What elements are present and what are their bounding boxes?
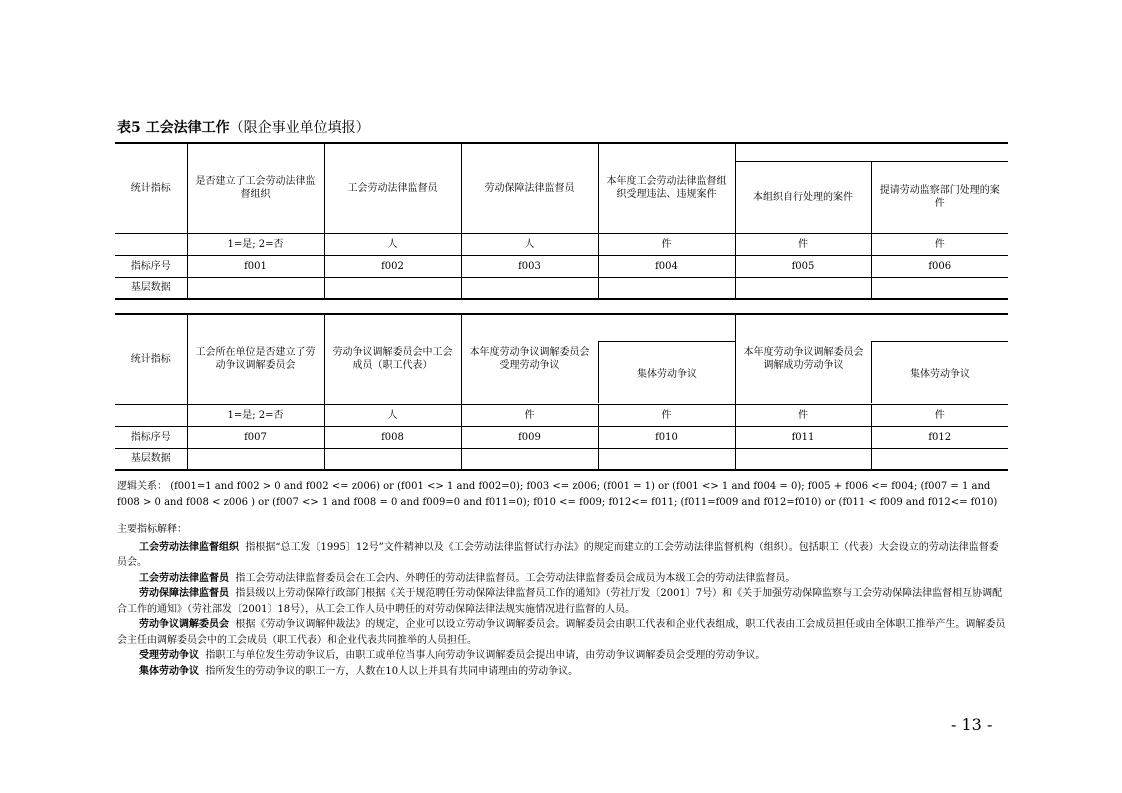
data-input-cell[interactable] <box>735 277 871 299</box>
code-row-label: 指标序号 <box>115 255 187 277</box>
note-item <box>117 571 1007 587</box>
data-row-label: 基层数据 <box>115 448 187 470</box>
header-f011-text: 本年度劳动争议调解委员会调解成功劳动争议 <box>743 347 864 372</box>
data-input-cell[interactable] <box>735 448 871 470</box>
code-cell: f001 <box>187 255 324 277</box>
note-text: 指根据“总工发〔1995〕12号”文件精神以及《工会劳动法律监督试行办法》的规定而建立的工会劳动法律监督机构（组织）。包括职工（代表）大会设立的劳动法律监督委员会。 <box>117 541 999 568</box>
header-f006: 提请劳动监察部门处理的案件 <box>871 161 1008 233</box>
stat-indicator-header: 统计指标 <box>115 314 187 404</box>
note-item <box>117 586 1007 617</box>
legal-work-table-1 <box>115 142 1008 300</box>
data-input-cell[interactable] <box>324 448 461 470</box>
stat-indicator-header: 统计指标 <box>115 143 187 233</box>
code-cell: f006 <box>871 255 1008 277</box>
note-term: 受理劳动争议 <box>139 650 199 661</box>
data-input-cell[interactable] <box>598 277 735 299</box>
unit-row-label <box>115 233 187 255</box>
note-item <box>117 648 1007 664</box>
note-text: 根据《劳动争议调解仲裁法》的规定，企业可以设立劳动争议调解委员会。调解委员会由职工代表和企业代表组成，职工代表由工会成员担任或由全体职工推举产生。调解委员会主任由调解委员会中的工会成员（职工代表）和企业代表共同推举的人员担任。 <box>117 619 1006 646</box>
note-term: 集体劳动争议 <box>139 665 199 677</box>
unit-cell: 件 <box>461 404 598 426</box>
unit-cell: 1=是; 2=否 <box>187 404 324 426</box>
header-spacer <box>735 143 1008 161</box>
code-cell: f010 <box>598 426 735 448</box>
unit-cell: 件 <box>598 233 735 255</box>
header-f005: 本组织自行处理的案件 <box>735 161 871 233</box>
note-text: 指所发生的劳动争议的职工一方，人数在10人以上并具有共同申请理由的劳动争议。 <box>205 665 579 677</box>
table-title <box>117 117 370 137</box>
note-term: 工会劳动法律监督组织 <box>139 541 239 553</box>
header-f009-text: 本年度劳动争议调解委员会受理劳动争议 <box>469 347 590 372</box>
note-term: 劳动争议调解委员会 <box>139 619 229 630</box>
note-item <box>117 664 1007 680</box>
table-title-note: （限企事业单位填报） <box>229 120 370 136</box>
logic-label: 逻辑关系： <box>117 481 167 492</box>
data-row-label: 基层数据 <box>115 277 187 299</box>
header-f007: 工会所在单位是否建立了劳动争议调解委员会 <box>187 314 324 404</box>
unit-cell: 人 <box>324 404 461 426</box>
unit-cell: 件 <box>871 233 1008 255</box>
code-row-label: 指标序号 <box>115 426 187 448</box>
data-input-cell[interactable] <box>187 277 324 299</box>
unit-row-label <box>115 404 187 426</box>
unit-cell: 人 <box>461 233 598 255</box>
header-f012: 集体劳动争议 <box>871 341 1008 403</box>
note-term: 工会劳动法律监督员 <box>139 572 229 584</box>
indicator-notes <box>117 522 1007 679</box>
unit-cell: 人 <box>324 233 461 255</box>
table-title-main: 表5 工会法律工作 <box>117 120 230 136</box>
note-item <box>117 540 1007 571</box>
header-f002: 工会劳动法律监督员 <box>324 143 461 233</box>
note-item <box>117 617 1007 648</box>
note-term: 劳动保障法律监督员 <box>139 588 229 599</box>
note-text: 指工会劳动法律监督委员会在工会内、外聘任的劳动法律监督员。工会劳动法律监督委员会成员为本级工会的劳动法律监督员。 <box>235 572 796 584</box>
data-input-cell[interactable] <box>871 277 1008 299</box>
unit-cell: 件 <box>871 404 1008 426</box>
header-f004: 本年度工会劳动法律监督组织受理违法、违规案件 <box>598 143 735 233</box>
logic-relations <box>117 479 1007 511</box>
header-f001: 是否建立了工会劳动法律监督组织 <box>187 143 324 233</box>
logic-text: (f001=1 and f002 > 0 and f002 <= z006) or (f001 <> 1 and f002=0); f003 <= z006; (f001 = 1) or (f001 <> 1 and f004 = 0); f005 + f006 <= f004; (f007 = 1 and f008 > 0 and f008 < z006 ) or (f007 <> 1 and f008 = 0 and f009=0 and f011=0); f010 <= f009; f012<= f011; (f011=f009 and f012=f010) or (f011 < f009 and f012<= f010) <box>117 481 998 508</box>
data-input-cell[interactable] <box>461 277 598 299</box>
page-number: - 13 - <box>951 715 993 734</box>
notes-heading: 主要指标解释： <box>117 524 187 535</box>
code-cell: f007 <box>187 426 324 448</box>
code-cell: f003 <box>461 255 598 277</box>
code-cell: f005 <box>735 255 871 277</box>
data-input-cell[interactable] <box>871 448 1008 470</box>
code-cell: f011 <box>735 426 871 448</box>
code-cell: f009 <box>461 426 598 448</box>
header-f003: 劳动保障法律监督员 <box>461 143 598 233</box>
note-text: 指职工与单位发生劳动争议后，由职工或单位当事人向劳动争议调解委员会提出申请，由劳动争议调解委员会受理的劳动争议。 <box>205 650 766 661</box>
code-cell: f008 <box>324 426 461 448</box>
code-cell: f012 <box>871 426 1008 448</box>
data-input-cell[interactable] <box>187 448 324 470</box>
unit-cell: 件 <box>735 404 871 426</box>
data-input-cell[interactable] <box>598 448 735 470</box>
unit-cell: 1=是; 2=否 <box>187 233 324 255</box>
header-f008: 劳动争议调解委员会中工会成员（职工代表） <box>324 314 461 404</box>
code-cell: f004 <box>598 255 735 277</box>
header-f010: 集体劳动争议 <box>598 341 735 403</box>
note-text: 指县级以上劳动保障行政部门根据《关于规范聘任劳动保障法律监督员工作的通知》（劳社厅发〔2001〕7号）和《关于加强劳动保障监察与工会劳动保障法律监督相互协调配合工作的通知》（劳社部发〔2001〕18号），从工会工作人员中聘任的对劳动保障法律法规实施情况进行监督的人员。 <box>117 588 1003 615</box>
unit-cell: 件 <box>735 233 871 255</box>
unit-cell: 件 <box>598 404 735 426</box>
data-input-cell[interactable] <box>461 448 598 470</box>
data-input-cell[interactable] <box>324 277 461 299</box>
code-cell: f002 <box>324 255 461 277</box>
